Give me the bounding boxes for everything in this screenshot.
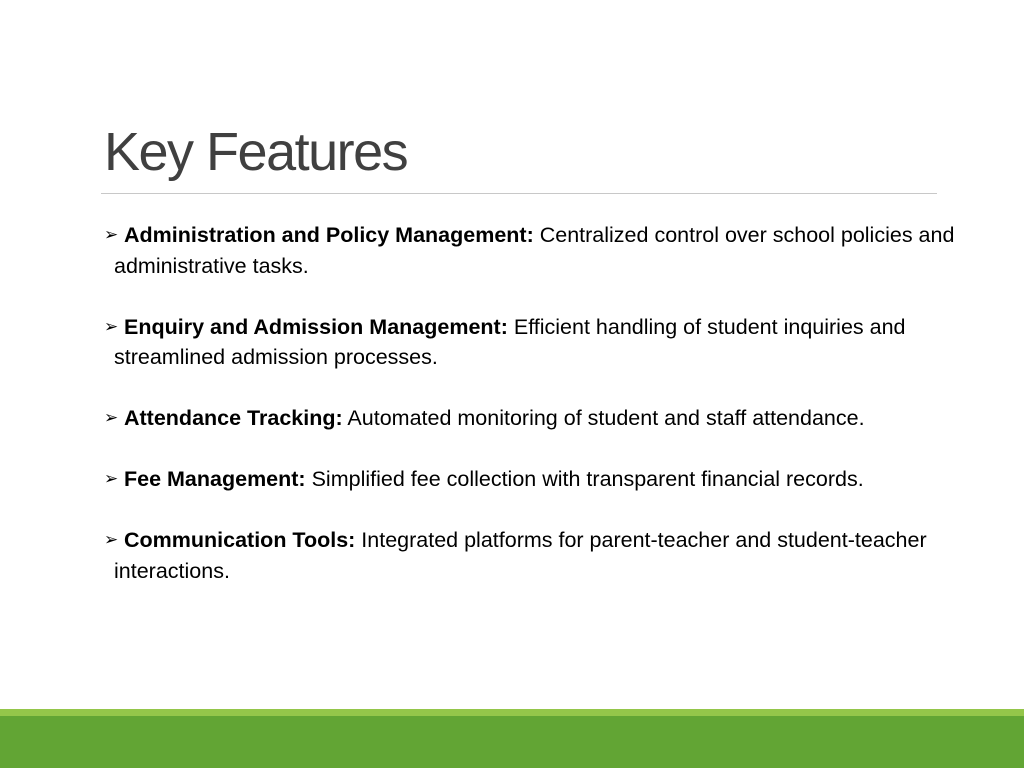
list-item: [104, 525, 974, 586]
arrow-bullet-icon: ➢: [104, 316, 119, 336]
list-item: [104, 464, 974, 495]
title-divider: [101, 193, 937, 194]
footer-bar: [0, 716, 1024, 768]
arrow-bullet-icon: ➢: [104, 225, 119, 244]
feature-label: Administration and Policy Management:: [124, 223, 534, 247]
footer-accent-stripe: [0, 709, 1024, 716]
list-item: [104, 220, 974, 281]
arrow-bullet-icon: ➢: [104, 530, 119, 549]
feature-list: [104, 220, 974, 617]
list-item: [104, 312, 974, 373]
arrow-bullet-icon: ➢: [104, 469, 119, 488]
slide-title: Key Features: [104, 122, 408, 182]
feature-label: Fee Management:: [124, 467, 306, 491]
feature-description: Integrated platforms for parent-teacher and student-teacher interactions.: [114, 528, 927, 583]
feature-description: Centralized control over school policies and administrative tasks.: [114, 223, 955, 278]
feature-label: Enquiry and Admission Management:: [124, 314, 508, 339]
feature-description: Efficient handling of student inquiries and streamlined admission processes.: [114, 314, 906, 369]
arrow-bullet-icon: ➢: [104, 408, 119, 427]
feature-description: Automated monitoring of student and staff attendance.: [342, 406, 865, 430]
feature-label: Communication Tools:: [124, 528, 356, 552]
feature-description: Simplified fee collection with transparent financial records.: [305, 467, 864, 491]
list-item: [104, 403, 974, 434]
feature-label: Attendance Tracking:: [124, 406, 343, 430]
